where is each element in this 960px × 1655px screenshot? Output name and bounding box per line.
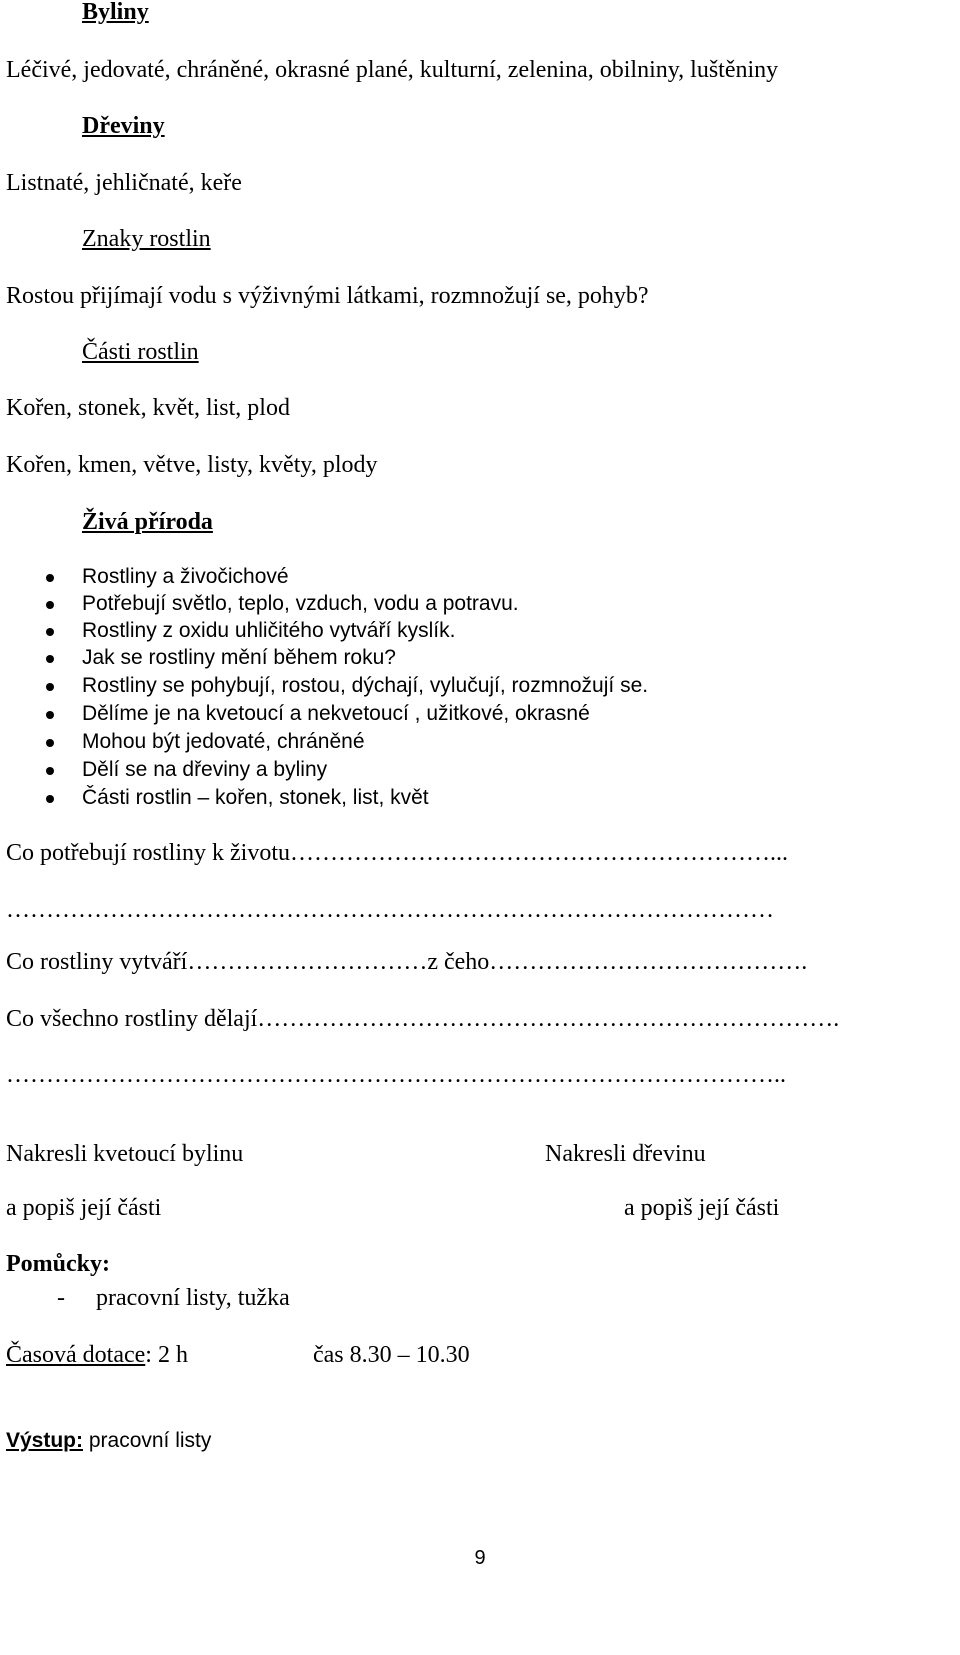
question-co-delaji-continuation: ……………………………………………………………………………………..: [6, 1062, 786, 1088]
text-dreviny: Listnaté, jehličnaté, keře: [6, 170, 242, 196]
bullet-marker: [46, 574, 54, 582]
text-casti-line2: Kořen, kmen, větve, listy, květy, plody: [6, 452, 378, 478]
heading-byliny: Byliny: [82, 0, 149, 25]
question-co-potrebuji-continuation: ……………………………………………………………………………………: [6, 897, 774, 923]
bullet-marker: [46, 739, 54, 747]
bullet-marker: [46, 655, 54, 663]
list-item: Mohou být jedovaté, chráněné: [82, 730, 365, 753]
casova-dotace-label: Časová dotace: [6, 1342, 146, 1368]
list-item: Rostliny a živočichové: [82, 565, 289, 588]
list-item: Rostliny z oxidu uhličitého vytváří kyslík.: [82, 619, 456, 642]
list-item: Potřebují světlo, teplo, vzduch, vodu a potravu.: [82, 592, 519, 615]
heading-dreviny: Dřeviny: [82, 113, 165, 139]
pomucky-item: pracovní listy, tužka: [96, 1285, 290, 1311]
bullet-marker: [46, 711, 54, 719]
bullet-marker: [46, 683, 54, 691]
vystup-label: Výstup:: [6, 1429, 84, 1452]
list-item: Dělíme je na kvetoucí a nekvetoucí , užitkové, okrasné: [82, 702, 590, 725]
question-co-delaji: Co všechno rostliny dělají……………………………………………………………….: [6, 1006, 840, 1032]
page-number: 9: [474, 1547, 486, 1569]
heading-znaky-rostlin: Znaky rostlin: [82, 226, 211, 252]
bullet-marker: [46, 628, 54, 636]
text-znaky-rostlin: Rostou přijímají vodu s výživnými látkami, rozmnožují se, pohyb?: [6, 283, 649, 309]
cas-range: čas 8.30 – 10.30: [313, 1342, 470, 1368]
task-bylina-subtitle: a popiš její části: [6, 1195, 162, 1221]
task-drevina-title: Nakresli dřevinu: [545, 1141, 706, 1167]
text-casti-line1: Kořen, stonek, květ, list, plod: [6, 395, 290, 421]
list-item: Části rostlin – kořen, stonek, list, květ: [82, 786, 429, 809]
task-drevina-subtitle: a popiš její části: [624, 1195, 780, 1221]
list-item: Jak se rostliny mění během roku?: [82, 646, 396, 669]
vystup-value: pracovní listy: [83, 1429, 212, 1452]
vystup: [6, 1430, 211, 1451]
list-item: Rostliny se pohybují, rostou, dýchají, vylučují, rozmnožují se.: [82, 674, 649, 697]
bullet-marker: [46, 601, 54, 609]
text-byliny: Léčivé, jedovaté, chráněné, okrasné plané, kulturní, zelenina, obilniny, luštěniny: [6, 57, 779, 83]
pomucky-dash: -: [57, 1285, 65, 1311]
bullet-marker: [46, 767, 54, 775]
pomucky-label: Pomůcky:: [6, 1251, 110, 1277]
bullet-marker: [46, 795, 54, 803]
question-co-potrebuji: Co potřebují rostliny k životu……………………………………………………...: [6, 840, 788, 866]
casova-dotace-value: : 2 h: [145, 1342, 188, 1368]
list-item: Dělí se na dřeviny a byliny: [82, 758, 328, 781]
heading-ziva-priroda: Živá příroda: [82, 509, 213, 535]
task-bylina-title: Nakresli kvetoucí bylinu: [6, 1141, 244, 1167]
heading-casti-rostlin: Části rostlin: [82, 339, 199, 365]
question-co-vytvari: Co rostliny vytváří…………………………z čeho………………………………….: [6, 949, 808, 975]
casova-dotace: [6, 1343, 188, 1367]
